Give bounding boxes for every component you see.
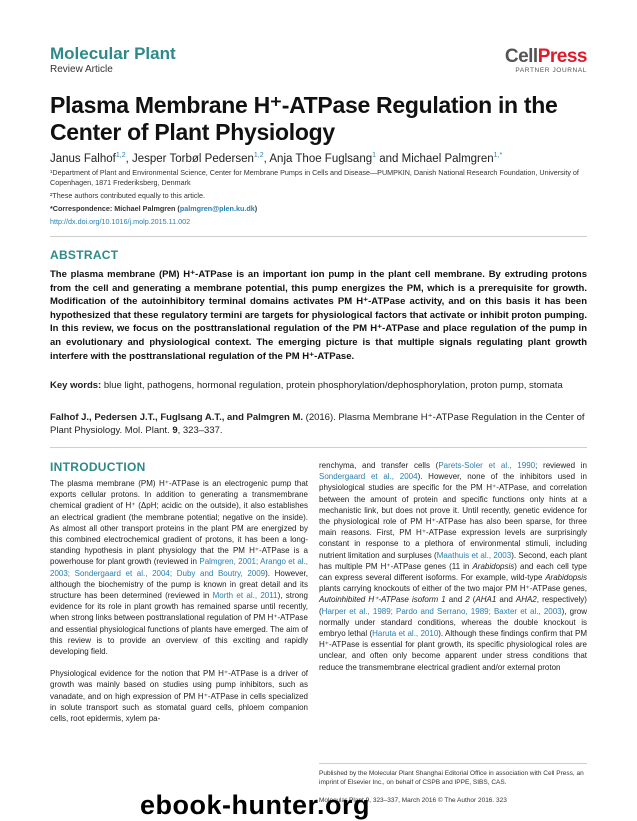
text-run: Arabidopsis <box>472 561 515 571</box>
text-run: and <box>445 595 466 605</box>
abstract-heading: ABSTRACT <box>50 248 119 262</box>
reference-link[interactable]: Maathuis et al., 2003 <box>436 550 512 560</box>
text-run: ), grow normally under standard conditions, whereas the double knockout is embryo lethal ( <box>319 606 587 639</box>
keywords-label: Key words: <box>50 380 102 391</box>
author-3: Anja Thoe Fuglsang <box>269 152 373 165</box>
publisher-logo <box>495 46 587 74</box>
citation-volume: 9 <box>172 425 178 436</box>
reference-link[interactable]: Harper et al., 1989; Pardo and Serrano, 1989; Baxter et al., 2003 <box>321 606 562 616</box>
text-run: ). However, although the biochemistry of the pump is known in great detail and its structure has been determined (reviewed in <box>50 568 308 601</box>
footer-divider <box>319 763 587 764</box>
author-sep: , <box>125 152 129 165</box>
intro-right-column <box>319 460 587 673</box>
introduction-heading: INTRODUCTION <box>50 460 146 474</box>
correspondence-end: ) <box>254 204 258 213</box>
divider <box>50 236 587 237</box>
doi-link[interactable]: http://dx.doi.org/10.1016/j.molp.2015.11.002 <box>50 217 191 226</box>
article-type: Review Article <box>50 64 113 75</box>
text-run: Autoinhibited H⁺-ATPase isoform 1 <box>319 595 446 605</box>
footer-note: Published by the Molecular Plant Shanghai Editorial Office in association with Cell Press, an imprint of Elsevier Inc., on behalf of CSPB and IPPE, SIBS, CAS. <box>319 770 584 786</box>
article-title <box>50 92 590 146</box>
citation <box>50 411 587 437</box>
text-run: AHA2 <box>515 595 537 605</box>
reference-link[interactable]: Sondergaard et al., 2004 <box>319 472 418 482</box>
keywords-text: blue light, pathogens, hormonal regulation, protein phosphorylation/dephosphorylation, proton pump, stomata <box>101 380 563 391</box>
watermark: ebook-hunter.org <box>140 790 370 820</box>
text-run: ( <box>469 595 476 605</box>
author-and: and <box>379 152 399 165</box>
reference-link[interactable]: Haruta et al., 2010 <box>372 629 439 639</box>
text-run: Physiological evidence for the notion that PM H⁺-ATPase is a driver of growth was mainly based on studies using pump inhibitors, such as vanadate, and on high expression of PM H⁺-ATPase in cells specialized in solute transport such as stomatal guard cells, phloem companion cells, root epidermis, xylem pa- <box>50 669 308 724</box>
text-run: ). Although these findings confirm that PM H⁺-ATPase is essential for plant growth, its specific physiological roles are unclear, and often only become apparent under stress conditions that reduce the transmembrane electrical gradient and/or external proton <box>319 629 587 672</box>
affiliation-1: ¹Department of Plant and Environmental Science, Center for Membrane Pumps in Cells and Disease—PUMPKIN, Danish National Research Foundation, University of Copenhagen, 1871 Frederiksberg, Denmark <box>50 168 579 187</box>
reference-link[interactable]: Palmgren, 2001; Arango et al., 2003; Sondergaard et al., 2004; Duby and Boutry, 2009 <box>50 557 308 578</box>
citation-rest: (2016). Plasma Membrane H⁺-ATPase Regulation in the Center of Plant Physiology. Mol. Plant. <box>50 412 585 436</box>
reference-link[interactable]: Parets-Soler et al., 1990 <box>438 461 536 470</box>
correspondence-email-link[interactable]: palmgren@plen.ku.dk <box>179 204 255 213</box>
abstract-text: The plasma membrane (PM) H⁺-ATPase is an important ion pump in the plant cell membrane. By extruding protons from the cell and generating a membrane potential, this pump energizes the PM, which is a prerequisite for growth. Modification of the autoinhibitory terminal domains activates PM H⁺-ATPase activity, and on this basis it has been hypothesized that these regulatory termini are targets for physiological factors that activate or inhibit proton pumping. In this review, we focus on the posttranslational regulation of the PM H⁺-ATPase and place regulation of the pump in an evolutionary and physiological context. The emerging picture is that multiple signals regulating plant growth interfere with the posttranslational regulation of the PM H⁺-ATPase. <box>50 269 587 362</box>
title-line-2: Center of Plant Physiology <box>50 119 335 145</box>
intro-paragraph-2 <box>50 668 308 724</box>
author-1-aff: 1,2 <box>115 152 126 159</box>
author-4: Michael Palmgren <box>401 152 494 165</box>
divider <box>50 447 587 448</box>
text-run: ), strong evidence for its role in plant growth has remained sparse until recently, when strong links between posttranslational regulation of PM H⁺-ATPase and essential physiological functions of plants have emerged. The aim of this review is to provide an overview of this exciting and rapidly developing field. <box>50 591 308 657</box>
author-2-aff: 1,2 <box>253 152 264 159</box>
text-run: ) and each cell type can express several different isoforms. For example, wild-type <box>319 561 588 583</box>
title-line-1: Plasma Membrane H⁺-ATPase Regulation in the <box>50 92 558 118</box>
author-1: Janus Falhof <box>50 152 116 165</box>
correspondence <box>50 204 595 214</box>
correspondence-label: *Correspondence: Michael Palmgren ( <box>50 204 180 213</box>
author-4-aff: 1,* <box>493 152 503 159</box>
text-run: ). Second, each plant has multiple PM H⁺-ATPase genes (11 in <box>319 550 588 571</box>
author-3-aff: 1 <box>372 152 377 159</box>
text-run: AHA1 <box>475 595 497 605</box>
author-2: Jesper Torbøl Pedersen <box>132 152 254 165</box>
keywords <box>50 379 587 392</box>
text-run: , respectively) ( <box>319 595 587 616</box>
text-run: Arabidopsis <box>545 573 587 583</box>
logo-press: Press <box>537 46 587 67</box>
text-run: The plasma membrane (PM) H⁺-ATPase is an electrogenic pump that exports cellular protons. In addition to generating a transmembrane chemical gradient of H⁺ (ΔpH; acidic on the outside), it also establishes an electrical gradient (the membrane potential; negative on the inside). As almost all other transport proteins in the plant PM are energized by this combined electrochemical gradient of protons, it has been a long-standing hypothesis in plant physiology that the PM H⁺-ATPase is a powerhouse for plant growth (reviewed in <box>50 479 308 567</box>
author-list <box>50 152 590 165</box>
affiliation-2: ²These authors contributed equally to this article. <box>50 191 206 200</box>
affiliations <box>50 168 595 227</box>
logo-subtitle: PARTNER JOURNAL <box>515 67 587 74</box>
footer-line: Molecular Plant 9, 323–337, March 2016 © The Author 2016. 323 <box>319 797 507 804</box>
text-run: 2 <box>465 595 470 605</box>
logo-cell: Cell <box>504 46 538 67</box>
intro-paragraph-3 <box>319 460 587 673</box>
citation-pages: , 323–337. <box>177 425 223 436</box>
citation-authors: Falhof J., Pedersen J.T., Fuglsang A.T., and Palmgren M. <box>50 412 304 423</box>
text-run: and <box>496 595 516 605</box>
reference-link[interactable]: Morth et al., 2011 <box>212 591 278 601</box>
text-run: ). However, none of the inhibitors used in physiological studies are specific for the PM H⁺-ATPase, and correlation between the amount of protein and specific functions only hints at a mechanistic link, but does not prove it. Until recently, genetic evidence for the physiological role of PM H⁺-ATPase has also been sparse, for three main reasons. First, PM H⁺-ATPase expression levels are surprisingly constant in response to a plethora of environmental stimuli, including nutrient limitation and surpluses ( <box>319 472 587 560</box>
text-run: renchyma, and transfer cells ( <box>319 461 439 470</box>
journal-name: Molecular Plant <box>50 44 176 63</box>
text-run: ; reviewed in <box>535 461 587 470</box>
intro-paragraph-1 <box>50 478 308 657</box>
text-run: plants carrying knockouts of either of the two major PM H⁺-ATPase genes, <box>319 584 587 594</box>
intro-left-column <box>50 478 308 724</box>
author-sep: , <box>263 152 267 165</box>
